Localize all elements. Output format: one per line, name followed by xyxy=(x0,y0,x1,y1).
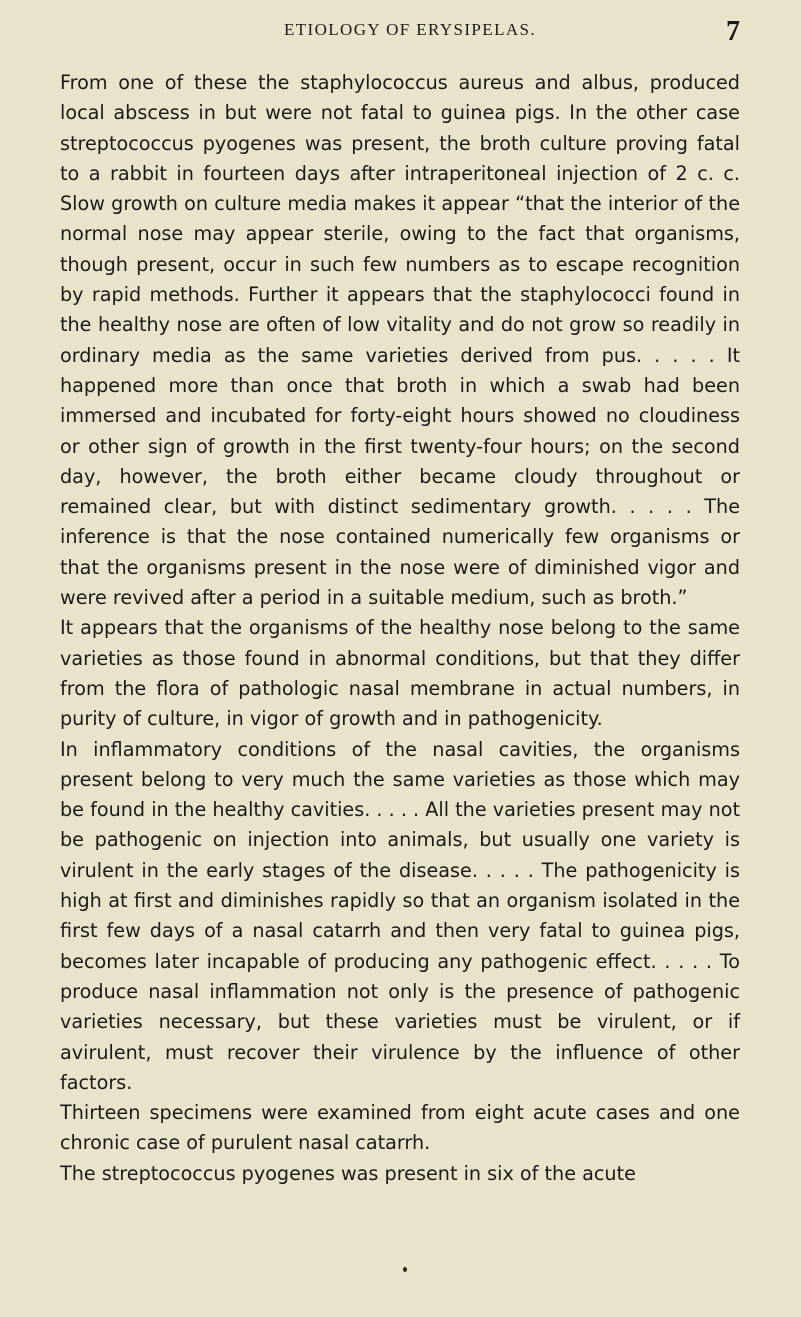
paragraph-streptococcus: The streptococcus pyogenes was present in six of the acute xyxy=(60,1161,636,1185)
paragraph-quoted-findings: From one of these the staphylococcus aureus and albus, produced local abscess in but were not fatal to guinea pigs. In the other case streptococcus pyogenes was present, the broth culture proving fatal to a rabbit in fourteen days after intraperitoneal injection of 2 c. c. Slow growth on culture media makes it appear “that the interior of the normal nose may appear sterile, owing to the fact that organisms, though present, occur in such few numbers as to escape recognition by rapid methods. Further it appears that the staphylococci found in the healthy nose are often of low vitality and do not grow so readily in ordinary media as the same varieties derived from pus. . . . . It happened more than once that broth in which a swab had been immersed and incubated for forty-eight hours showed no cloudiness or other sign of growth in the first twenty-four hours; on the second day, however, the broth either became cloudy throughout or remained clear, but with distinct sedimentary growth. . . . . The inference is that the nose contained numerically few organisms or that the organisms present in the nose were of diminished vigor and were revived after a period in a suitable medium, such as broth.” xyxy=(60,71,740,610)
print-speck xyxy=(403,1267,407,1272)
paragraph-inflammatory-conditions: In inflammatory conditions of the nasal cavities, the organisms present belong to very much the same varieties as those which may be found in the healthy cavities. . . . . All the varieties present may not be pathogenic on injection into animals, but usually one variety is virulent in the early stages of the disease. . . . . The pathogenicity is high at first and diminishes rapidly so that an organism isolated in the first few days of a nasal catarrh and then very fatal to guinea pigs, becomes later incapable of producing any pathogenic effect. . . . . To produce nasal inflammation not only is the presence of pathogenic varieties necessary, but these varieties must be virulent, or if avirulent, must recover their virulence by the influence of other factors. xyxy=(60,737,740,1094)
page-number: 7 xyxy=(726,16,740,47)
body-text xyxy=(60,68,740,1189)
running-head xyxy=(0,10,801,47)
paragraph-healthy-nose: It appears that the organisms of the healthy nose belong to the same varieties as those found in abnormal conditions, but that they differ from the flora of pathologic nasal membrane in actual numbers, in purity of culture, in vigor of growth and in pathogenicity. xyxy=(60,616,740,731)
paragraph-specimens: Thirteen specimens were examined from eight acute cases and one chronic case of purulent nasal catarrh. xyxy=(60,1101,740,1155)
running-title: ETIOLOGY OF ERYSIPELAS. xyxy=(283,20,537,39)
